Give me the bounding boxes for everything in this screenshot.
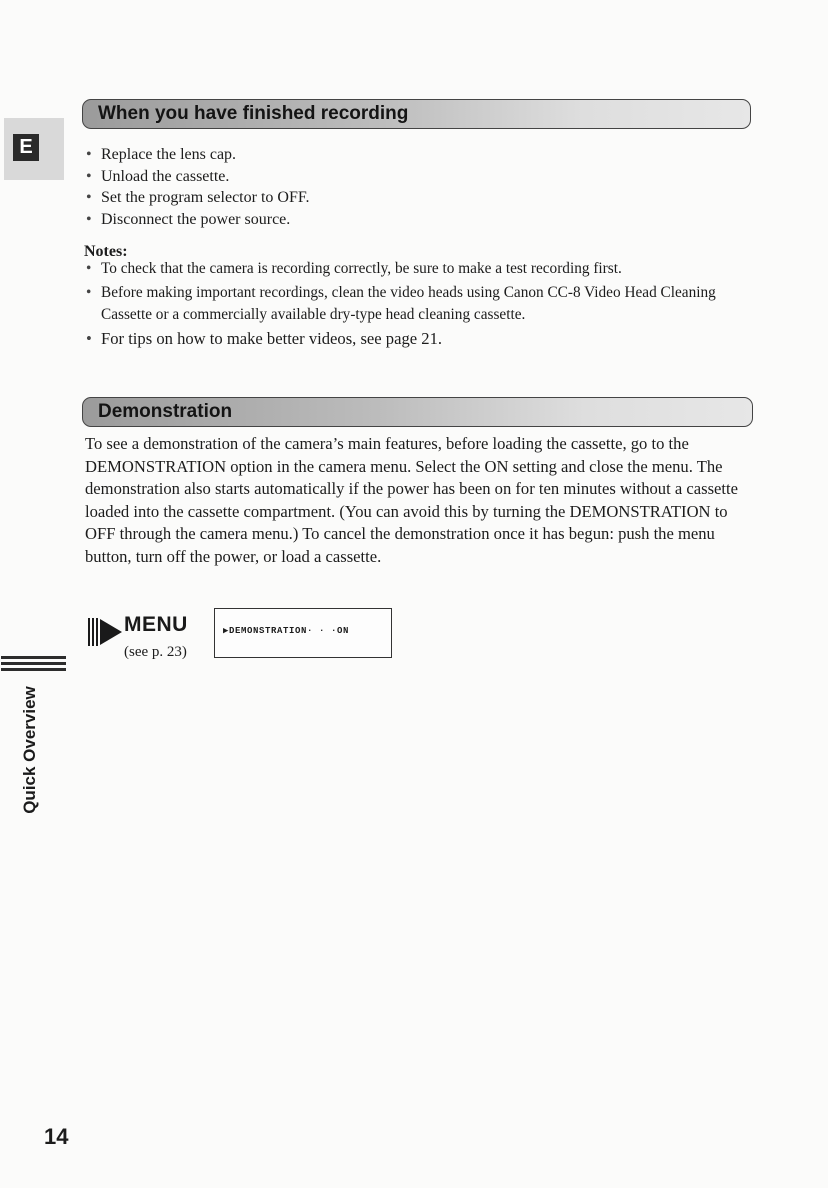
list-item: • Unload the cassette.	[86, 166, 726, 188]
list-item: • Disconnect the power source.	[86, 209, 726, 231]
list-item: • Before making important recordings, clean the video heads using Canon CC-8 Video Head Cleaning Cassette or a commercially available dry-type head cleaning cassette.	[86, 282, 746, 326]
page-number: 14	[44, 1124, 69, 1149]
menu-display-text: ▶DEMONSTRATION· · ·ON	[223, 626, 350, 636]
list-item: • For tips on how to make better videos, see page 21.	[86, 328, 746, 350]
list-item: • To check that the camera is recording correctly, be sure to make a test recording first.	[86, 258, 746, 280]
section-title: Demonstration	[98, 401, 233, 422]
menu-arrow-icon	[88, 616, 124, 648]
side-tab-label: Quick Overview	[20, 686, 39, 814]
section-header-finished-recording	[82, 99, 751, 129]
language-tab	[4, 118, 64, 180]
side-rule	[1, 668, 66, 671]
demonstration-paragraph: To see a demonstration of the camera’s main features, before loading the cassette, go to the DEMONSTRATION option in the camera menu. Select the ON setting and close the menu. The demonstration also starts automatically if the power has been on for ten minutes without a cassette loaded into the cassette compartment. (You can avoid this by turning the DEMONSTRATION to OFF through the camera menu.) To cancel the demonstration once it has begun: push the menu button, turn off the power, or load a cassette.	[85, 434, 738, 566]
language-letter: E	[13, 134, 39, 161]
notes-list	[86, 258, 746, 350]
menu-reference	[88, 608, 398, 668]
list-item: • Set the program selector to OFF.	[86, 187, 726, 209]
side-rule	[1, 662, 66, 665]
menu-see-page: (see p. 23)	[124, 644, 187, 660]
finished-recording-list	[86, 144, 726, 231]
side-rule	[1, 656, 66, 659]
notes-heading: Notes:	[84, 243, 128, 260]
menu-display-box	[214, 608, 392, 658]
section-header-demonstration	[82, 397, 753, 427]
list-item: • Replace the lens cap.	[86, 144, 726, 166]
menu-label: MENU	[124, 613, 188, 636]
section-title: When you have finished recording	[98, 103, 409, 124]
